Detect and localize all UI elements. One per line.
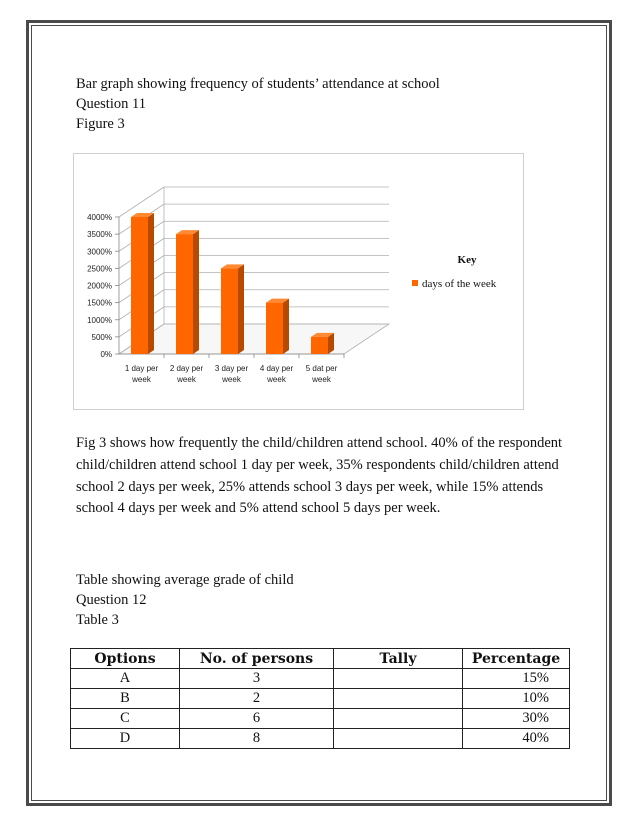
cell-percentage: 30% (463, 709, 570, 729)
x-tick-label: week (312, 375, 331, 384)
cell-option: C (71, 709, 180, 729)
gridline-depth (119, 187, 164, 217)
cell-tally (334, 689, 463, 709)
bar (311, 337, 328, 354)
table-row (71, 669, 570, 689)
legend-label: days of the week (422, 278, 497, 290)
x-tick-label: week (222, 375, 241, 384)
table-row (71, 689, 570, 709)
bar-side (283, 299, 289, 354)
x-tick-label: 4 day per (259, 364, 294, 373)
header-no-of-persons: No. of persons (180, 649, 334, 669)
cell-percentage: 40% (463, 729, 570, 749)
header-tally: Tally (334, 649, 463, 669)
y-tick-label: 4000% (87, 213, 112, 222)
cell-persons: 3 (180, 669, 334, 689)
legend-swatch (412, 280, 418, 286)
x-tick-label: week (177, 375, 196, 384)
y-tick-label: 500% (91, 332, 112, 342)
bar (176, 234, 193, 354)
cell-option: D (71, 729, 180, 749)
cell-persons: 8 (180, 729, 334, 749)
cell-persons: 6 (180, 709, 334, 729)
bar-side (238, 264, 244, 354)
y-tick-label: 1000% (87, 315, 112, 325)
bar-side (193, 230, 199, 354)
bar (221, 268, 238, 354)
x-tick-label: 1 day per (124, 364, 159, 373)
x-tick-label: 5 dat per (305, 364, 338, 373)
x-tick-label: 3 day per (214, 364, 249, 373)
cell-tally (334, 729, 463, 749)
bar (131, 217, 148, 354)
cell-persons: 2 (180, 689, 334, 709)
legend-title: Key (457, 254, 477, 266)
figure-description: Fig 3 shows how frequently the child/children attend school. 40% of the respondent child/children attend school 1 day per week, 35% respondents child/children attend school 2 days per week, 25% attends school 3 days per week, while 15% attends school 4 days per week and 5% attend school 5 days per week. (76, 435, 563, 517)
bar (266, 303, 283, 354)
cell-percentage: 10% (463, 689, 570, 709)
table-header-row (71, 649, 570, 669)
x-tick-label: week (267, 375, 286, 384)
header-percentage: Percentage (463, 649, 570, 669)
chart-floor (119, 324, 389, 354)
cell-option: A (71, 669, 180, 689)
cell-option: B (71, 689, 180, 709)
y-tick-label: 0% (100, 350, 112, 359)
x-tick-label: week (132, 375, 151, 384)
cell-tally (334, 669, 463, 689)
x-tick-label: 2 day per (169, 364, 204, 373)
table-row (71, 729, 570, 749)
table-caption-number: Table 3 (76, 612, 119, 628)
bar-chart (73, 153, 524, 410)
grades-table (70, 648, 570, 749)
figure-caption-question: Question 11 (76, 96, 146, 112)
y-tick-label: 3500% (87, 230, 112, 240)
y-tick-label: 1500% (87, 298, 112, 308)
y-tick-label: 2000% (87, 281, 112, 291)
cell-tally (334, 709, 463, 729)
y-tick-label: 2500% (87, 264, 112, 274)
figure-caption-title: Bar graph showing frequency of students’ attendance at school (76, 76, 440, 92)
cell-percentage: 15% (463, 669, 570, 689)
header-options: Options (71, 649, 180, 669)
bar-side (148, 213, 154, 354)
y-tick-label: 3000% (87, 247, 112, 257)
table-caption-question: Question 12 (76, 592, 147, 608)
table-row (71, 709, 570, 729)
figure-caption-number: Figure 3 (76, 116, 125, 132)
table-caption-title: Table showing average grade of child (76, 572, 294, 588)
bar-chart-canvas (74, 154, 523, 409)
